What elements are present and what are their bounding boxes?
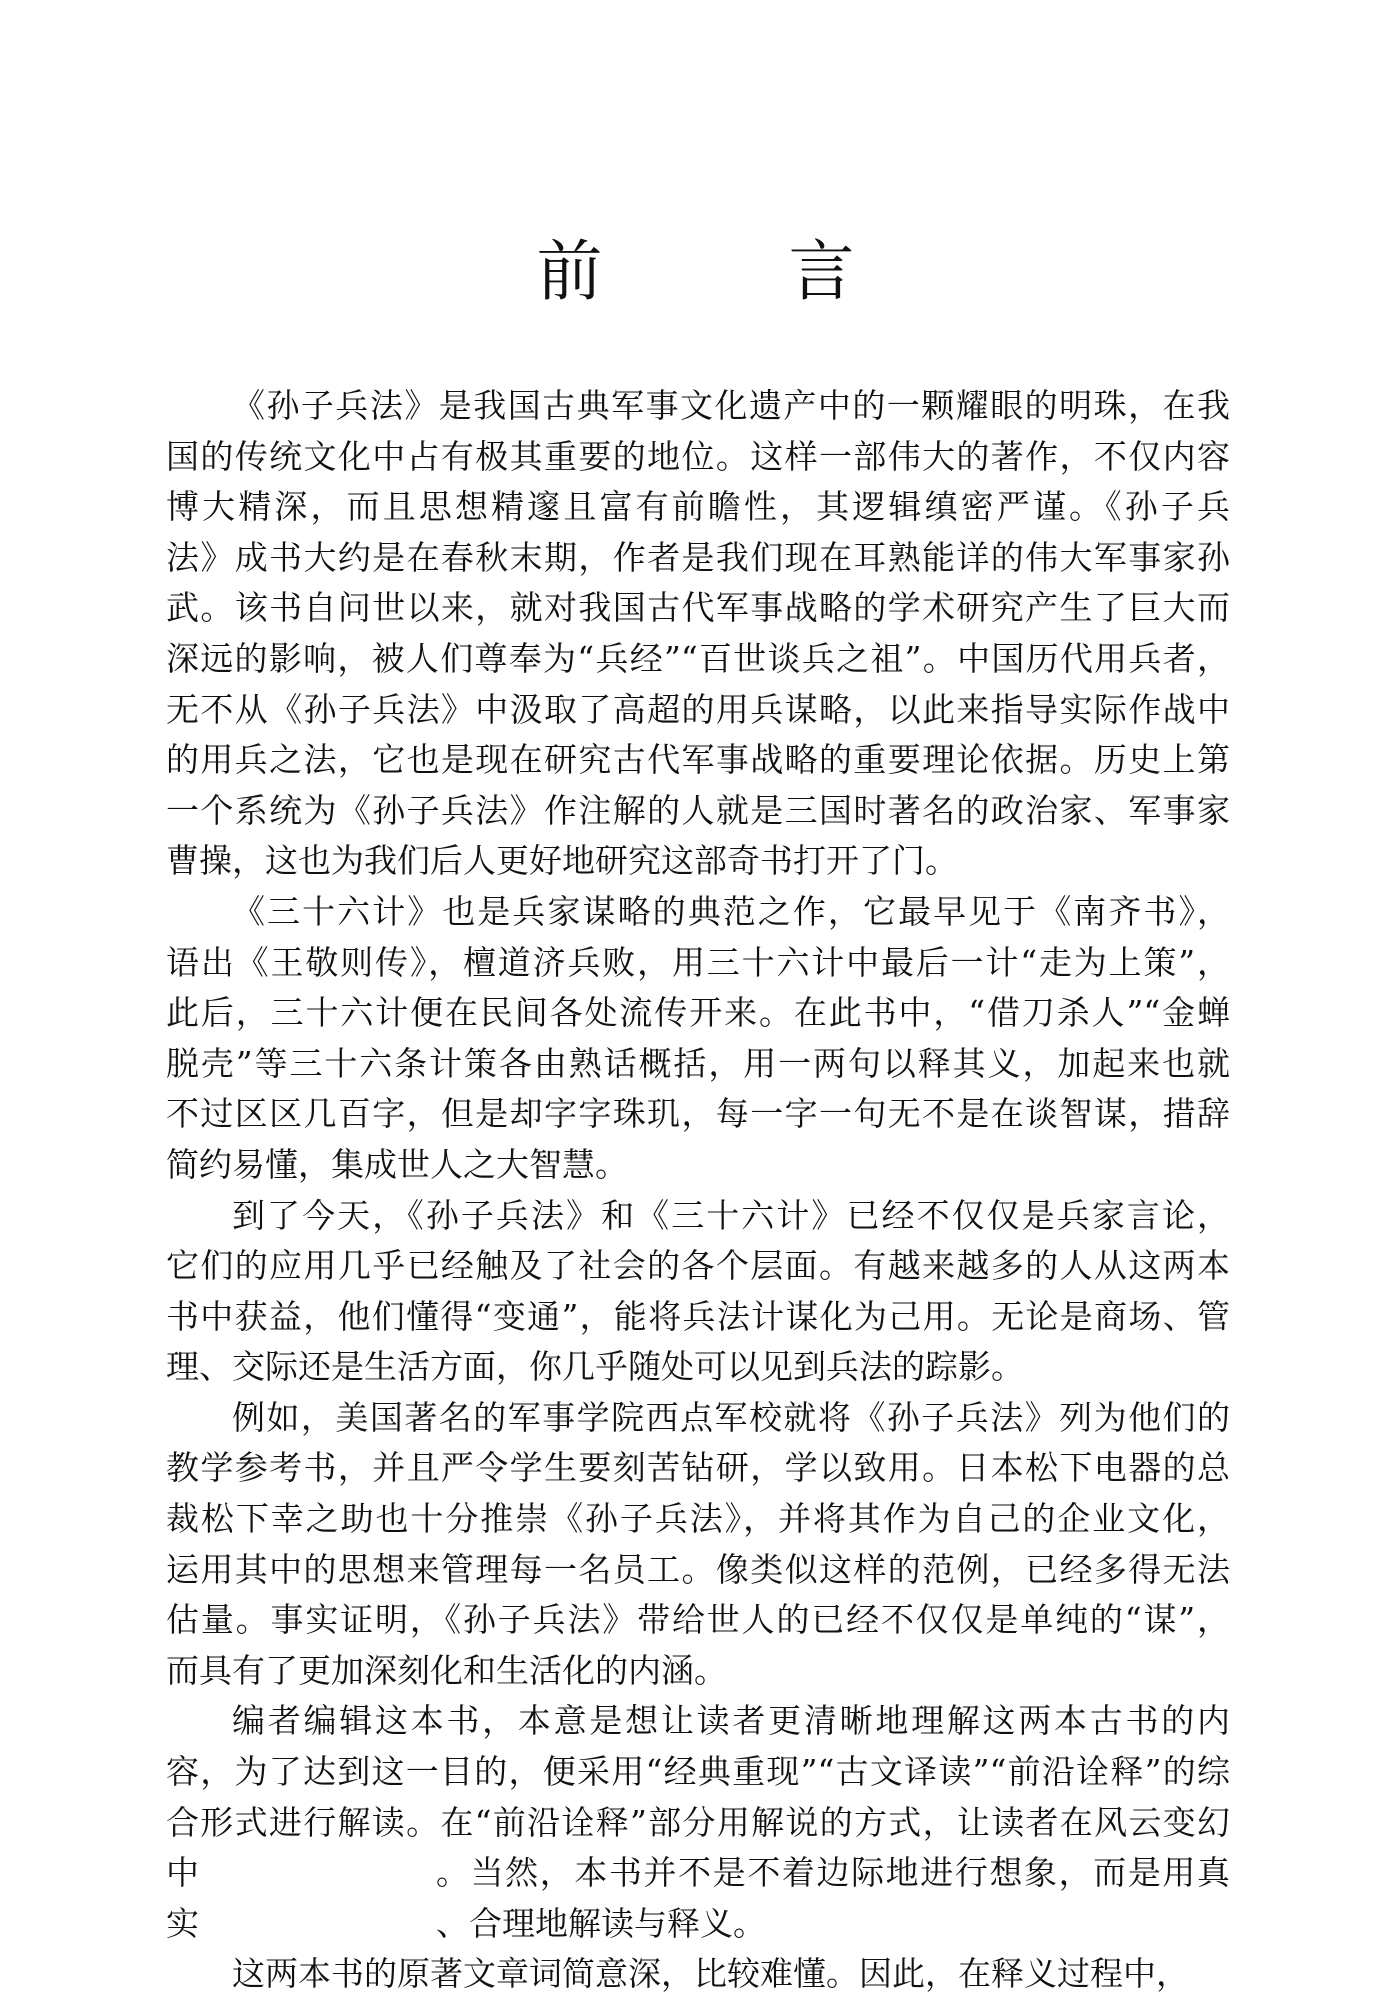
text-line: 武。该书自问世以来，就对我国古代军事战略的学术研究产生了巨大而 xyxy=(166,588,1230,628)
text-line: 例如，美国著名的军事学院西点军校就将《孙子兵法》列为他们的 xyxy=(232,1397,1230,1437)
text-line: 此后，三十六计便在民间各处流传开来。在此书中，“借刀杀人”“金蝉 xyxy=(166,993,1230,1033)
text-line xyxy=(166,1848,1230,1899)
text-line: 合形式进行解读。在“前沿诠释”部分用解说的方式，让读者在风云变幻 xyxy=(166,1802,1230,1842)
text-line: 《孙子兵法》是我国古典军事文化遗产中的一颗耀眼的明珠，在我 xyxy=(232,386,1230,425)
text-line: 书中获益，他们懂得“变通”，能将兵法计谋化为己用。无论是商场、管 xyxy=(166,1296,1230,1336)
text-line: 语出《王敬则传》，檀道济兵败，用三十六计中最后一计“走为上策”， xyxy=(166,942,1230,982)
body-text xyxy=(166,381,1230,2000)
text-line: 法》成书大约是在春秋末期，作者是我们现在耳熟能详的伟大军事家孙 xyxy=(166,537,1230,577)
text-line: 裁松下幸之助也十分推崇《孙子兵法》，并将其作为自己的企业文化， xyxy=(166,1499,1230,1539)
text-line: 编者编辑这本书，本意是想让读者更清晰地理解这两本古书的内 xyxy=(232,1701,1230,1741)
text-line: 教学参考书，并且严令学生要刻苦钻研，学以致用。日本松下电器的总 xyxy=(166,1448,1230,1488)
text-line: 它们的应用几乎已经触及了社会的各个层面。有越来越多的人从这两本 xyxy=(166,1246,1230,1286)
text-line: 脱壳”等三十六条计策各由熟话概括，用一两句以释其义，加起来也就 xyxy=(166,1043,1230,1083)
text-line-left-fragment: 实 xyxy=(166,1903,199,1943)
text-line-right-fragment: 、合理地解读与释义。 xyxy=(436,1903,766,1943)
text-line xyxy=(166,1899,1230,1950)
text-line: 而具有了更加深刻化和生活化的内涵。 xyxy=(166,1650,727,1690)
text-line: 《三十六计》也是兵家谋略的典范之作，它最早见于《南齐书》， xyxy=(232,891,1230,931)
text-line: 无不从《孙子兵法》中汲取了高超的用兵谋略，以此来指导实际作战中 xyxy=(166,689,1230,729)
text-line: 深远的影响，被人们尊奉为“兵经”“百世谈兵之祖”。中国历代用兵者， xyxy=(166,638,1230,678)
text-line: 简约易懂，集成世人之大智慧。 xyxy=(166,1144,628,1184)
text-line: 容，为了达到这一目的，便采用“经典重现”“古文译读”“前沿诠释”的综 xyxy=(166,1752,1230,1792)
text-line: 理、交际还是生活方面，你几乎随处可以见到兵法的踪影。 xyxy=(166,1347,1024,1387)
text-line: 运用其中的思想来管理每一名员工。像类似这样的范例，已经多得无法 xyxy=(166,1549,1230,1589)
page-title: 前 言 xyxy=(536,233,915,310)
text-line-right-fragment: 。当然，本书并不是不着边际地进行想象，而是用真 xyxy=(436,1853,1230,1893)
text-line: 不过区区几百字，但是却字字珠玑，每一字一句无不是在谈智谋，措辞 xyxy=(166,1094,1230,1134)
text-line: 的用兵之法，它也是现在研究古代军事战略的重要理论依据。历史上第 xyxy=(166,740,1230,780)
text-line: 博大精深，而且思想精邃且富有前瞻性，其逻辑缜密严谨。《孙子兵 xyxy=(166,487,1230,527)
text-line: 估量。事实证明，《孙子兵法》带给世人的已经不仅仅是单纯的“谋”， xyxy=(166,1600,1230,1640)
text-line: 这两本书的原著文章词简意深，比较难懂。因此，在释义过程中， xyxy=(232,1954,1189,1994)
text-line-left-fragment: 中 xyxy=(166,1853,199,1893)
text-line: 曹操，这也为我们后人更好地研究这部奇书打开了门。 xyxy=(166,841,958,881)
text-line: 到了今天，《孙子兵法》和《三十六计》已经不仅仅是兵家言论， xyxy=(232,1195,1230,1235)
text-line: 国的传统文化中占有极其重要的地位。这样一部伟大的著作，不仅内容 xyxy=(166,436,1230,476)
text-line: 一个系统为《孙子兵法》作注解的人就是三国时著名的政治家、军事家 xyxy=(166,790,1230,830)
